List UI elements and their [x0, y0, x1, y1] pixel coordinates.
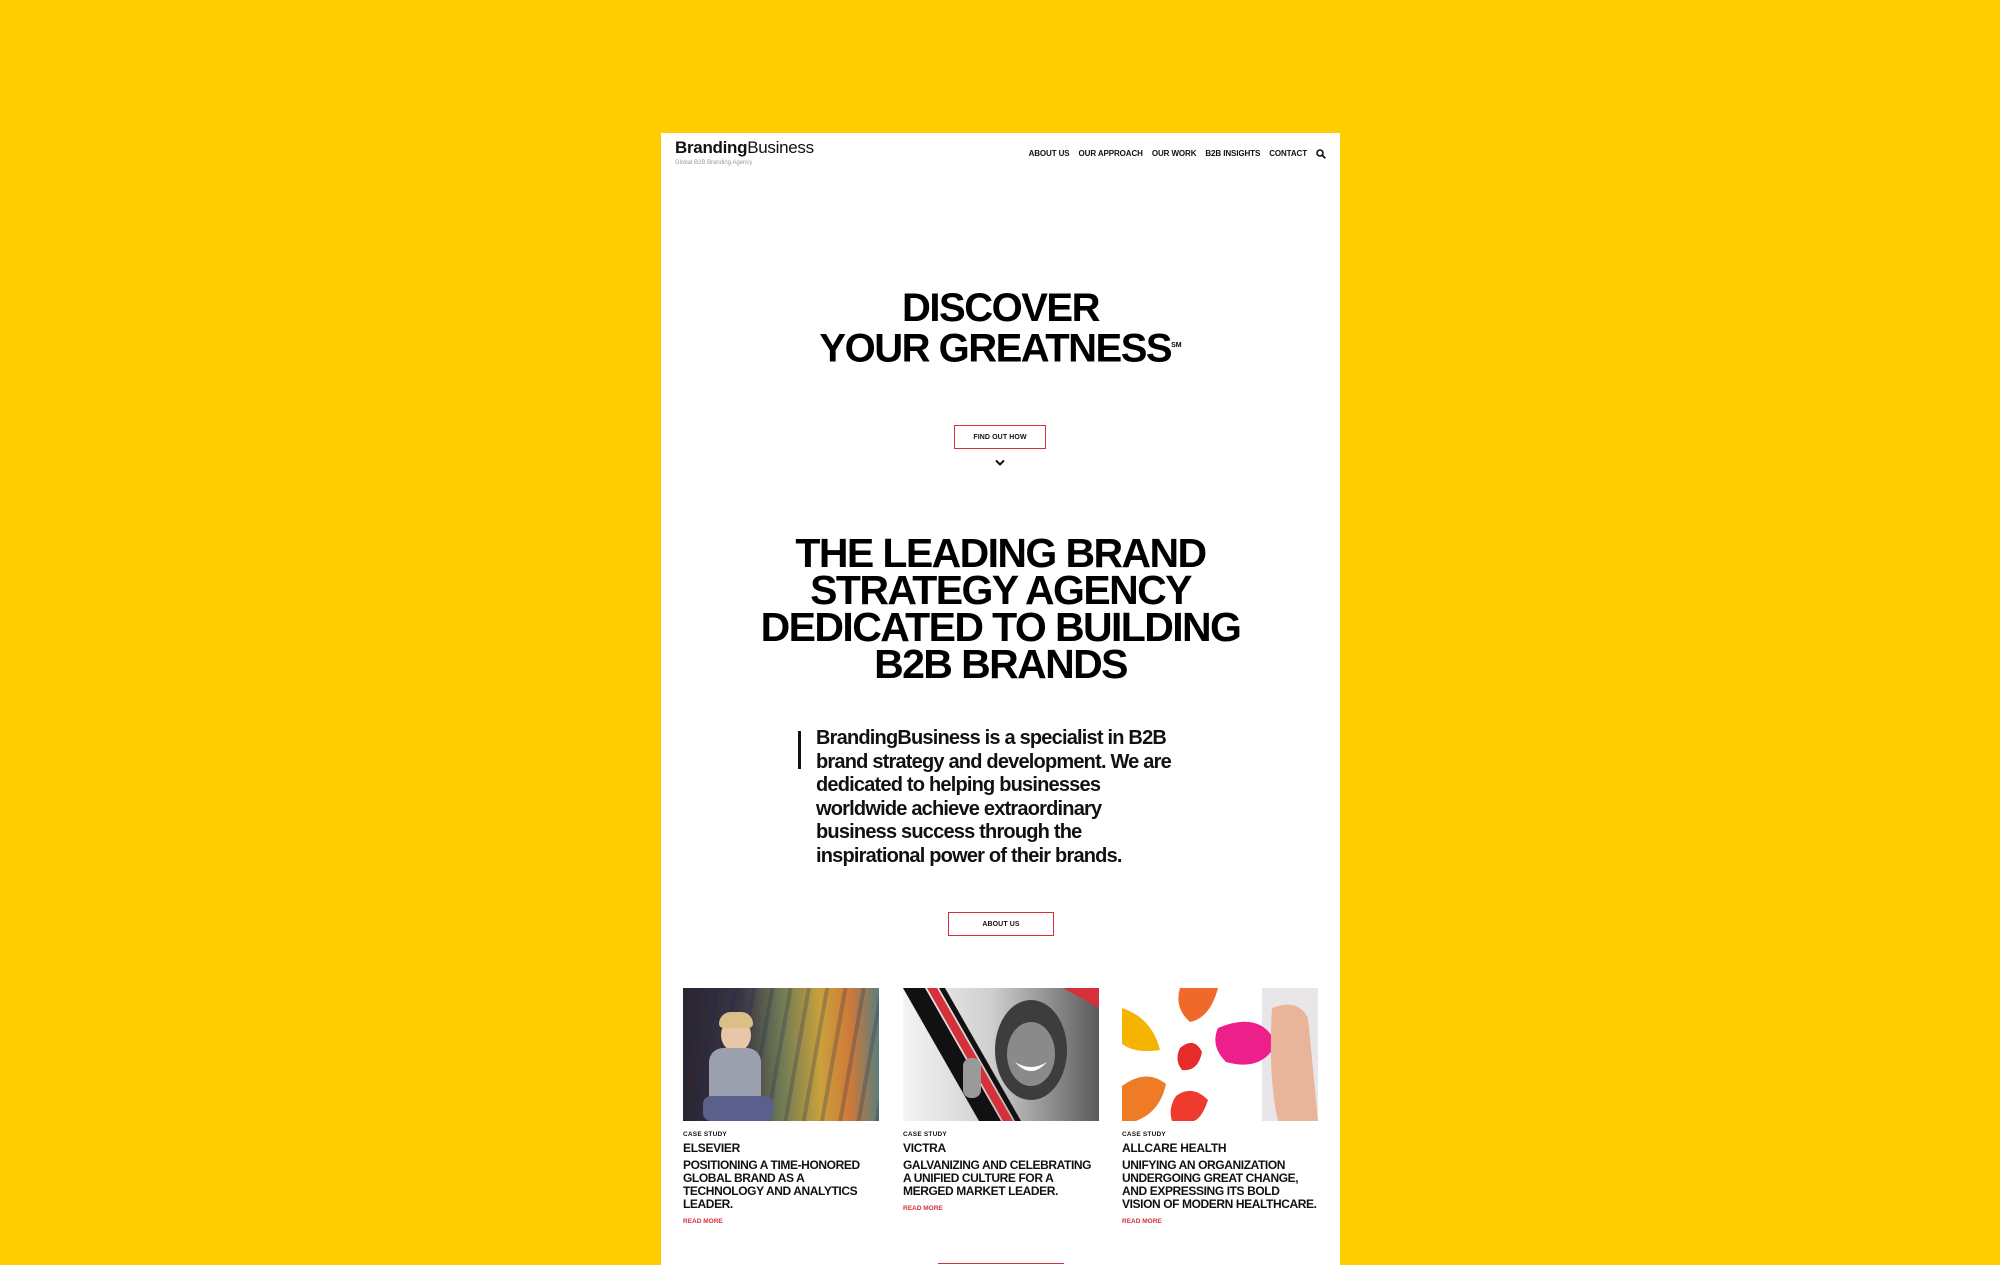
- logo-wordmark: [675, 139, 814, 157]
- card-description: UNIFYING AN ORGANIZATION UNDERGOING GREAT CHANGE, AND EXPRESSING ITS BOLD VISION OF MODERN HEALTHCARE.: [1122, 1158, 1317, 1211]
- hero-title-line-2-text: YOUR GREATNESS: [819, 326, 1172, 371]
- lead-heading: [661, 530, 1340, 687]
- card-kicker: CASE STUDY: [903, 1131, 947, 1138]
- main-nav: [1020, 149, 1326, 159]
- logo-name-light: Business: [747, 138, 814, 157]
- card-title[interactable]: ELSEVIER: [683, 1141, 740, 1155]
- hero-title: [661, 286, 1340, 371]
- card-description: GALVANIZING AND CELEBRATING A UNIFIED CULTURE FOR A MERGED MARKET LEADER.: [903, 1158, 1092, 1198]
- find-out-how-button[interactable]: FIND OUT HOW: [954, 425, 1046, 449]
- victra-image[interactable]: [903, 988, 1099, 1121]
- lead-heading-text: THE LEADING BRAND STRATEGY AGENCY DEDICATED TO BUILDING B2B BRANDS: [760, 530, 1241, 687]
- nav-about-us[interactable]: ABOUT US: [1028, 149, 1070, 158]
- read-more-link[interactable]: READ MORE: [1122, 1218, 1162, 1225]
- search-icon[interactable]: [1316, 149, 1326, 159]
- hero-title-line-1: DISCOVER: [902, 286, 1099, 330]
- card-kicker: CASE STUDY: [683, 1131, 727, 1138]
- case-study-card-allcare-health[interactable]: [1122, 988, 1318, 1226]
- logo-tagline: Global B2B Branding Agency: [675, 160, 753, 166]
- logo[interactable]: [675, 139, 814, 167]
- hero-title-line-2: [661, 326, 1340, 371]
- allcare-health-image[interactable]: [1122, 988, 1318, 1121]
- service-mark: SM: [1171, 342, 1182, 349]
- card-title[interactable]: VICTRA: [903, 1141, 946, 1155]
- nav-our-approach[interactable]: OUR APPROACH: [1078, 149, 1143, 158]
- intro-paragraph: BrandingBusiness is a specialist in B2B brand strategy and development. We are dedicated to helping businesses worldwide achieve extraordinary business success through the inspirational power of their brands.: [816, 727, 1171, 867]
- allcare-petals: [1122, 988, 1318, 1121]
- card-description: POSITIONING A TIME-HONORED GLOBAL BRAND AS A TECHNOLOGY AND ANALYTICS LEADER.: [683, 1158, 860, 1211]
- card-kicker: CASE STUDY: [1122, 1131, 1166, 1138]
- case-study-card-victra[interactable]: [903, 988, 1099, 1213]
- chevron-down-icon[interactable]: [994, 459, 1006, 467]
- victra-stripes: [903, 988, 1099, 1121]
- logo-name-bold: Branding: [675, 138, 748, 157]
- case-study-card-elsevier[interactable]: [683, 988, 879, 1226]
- nav-b2b-insights[interactable]: B2B INSIGHTS: [1205, 149, 1261, 158]
- read-more-link[interactable]: READ MORE: [903, 1205, 943, 1212]
- about-us-button[interactable]: ABOUT US: [948, 912, 1054, 936]
- quote-bar: [798, 731, 801, 769]
- website-screenshot: [661, 133, 1340, 1265]
- card-title[interactable]: ALLCARE HEALTH: [1122, 1141, 1227, 1155]
- read-more-link[interactable]: READ MORE: [683, 1218, 723, 1225]
- elsevier-image[interactable]: [683, 988, 879, 1121]
- nav-our-work[interactable]: OUR WORK: [1151, 149, 1197, 158]
- nav-contact[interactable]: CONTACT: [1269, 149, 1307, 158]
